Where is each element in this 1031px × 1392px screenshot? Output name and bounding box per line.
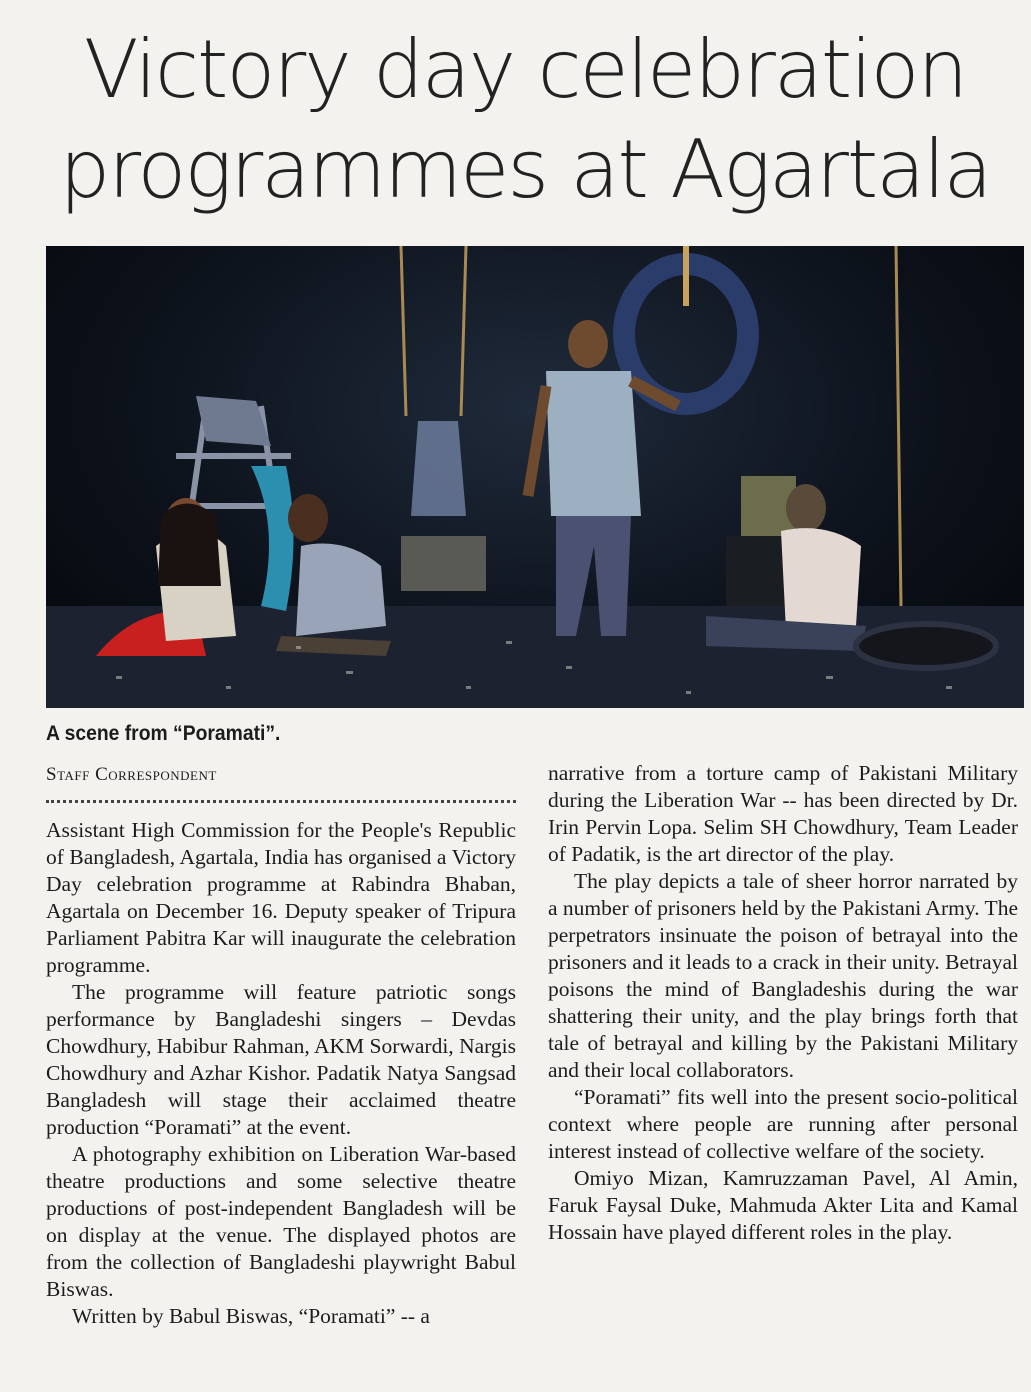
headline-line-1: Victory day celebration bbox=[83, 23, 967, 116]
article-column-right bbox=[548, 760, 1018, 1246]
article-paragraph: Written by Babul Biswas, “Poramati” -- a bbox=[72, 1304, 430, 1328]
actor-standing bbox=[528, 320, 678, 636]
headline bbox=[40, 20, 1010, 220]
article-paragraph: Omiyo Mizan, Kamruzzaman Pavel, Al Amin, Faruk Faysal Duke, Mahmuda Akter Lita and Kamal Hossain have played different roles in the play. bbox=[548, 1166, 1018, 1244]
byline: Staff Correspondent bbox=[46, 764, 217, 785]
article-paragraph: narrative from a torture camp of Pakistani Military during the Liberation War -- has been directed by Dr. Irin Pervin Lopa. Selim SH Chowdhury, Team Leader of Padatik, is the art director of the play. bbox=[548, 761, 1018, 866]
cloth-on-ladder bbox=[196, 396, 271, 446]
hanging-cloth bbox=[411, 421, 466, 516]
article-paragraph: “Poramati” fits well into the present socio-political context where people are running after personal interest instead of collective welfare of the society. bbox=[548, 1085, 1018, 1163]
article-column-left bbox=[46, 760, 516, 1330]
barrel bbox=[726, 536, 786, 606]
theatre-scene-illustration bbox=[46, 246, 1024, 708]
photo-caption: A scene from “Poramati”. bbox=[46, 722, 281, 745]
article-paragraph: Assistant High Commission for the People's Republic of Bangladesh, Agartala, India has organised a Victory Day celebration programme at Rabindra Bhaban, Agartala on December 16. Deputy speaker of Tripura Parliament Pabitra Kar will inaugurate the celebration programme. bbox=[46, 818, 516, 977]
blue-drape bbox=[251, 466, 294, 611]
article-paragraph: A photography exhibition on Liberation War-based theatre productions and some selective theatre productions of post-independent Bangladesh will be on display at the venue. The displayed photos are from the collection of Bangladeshi playwright Babul Biswas. bbox=[46, 1142, 516, 1301]
wooden-crate bbox=[401, 536, 486, 591]
theatre-scene-photo bbox=[46, 246, 1024, 708]
article-paragraph: The programme will feature patriotic songs performance by Bangladeshi singers – Devdas Chowdhury, Habibur Rahman, AKM Sorwardi, Nargis Chowdhury and Azhar Kishor. Padatik Natya Sangsad Bangladesh will stage their acclaimed theatre production “Poramati” at the event. bbox=[46, 980, 516, 1139]
article-paragraph: The play depicts a tale of sheer horror narrated by a number of prisoners held by the Pakistani Army. The perpetrators insinuate the poison of betrayal into the prisoners and it leads to a crack in their unity. Betrayal poisons the mind of Bangladeshis during the war shattering their unity, and the play brings forth that tale of betrayal and killing by the Pakistani Military and their local collaborators. bbox=[548, 869, 1018, 1082]
headline-line-2: programmes at Agartala bbox=[59, 123, 991, 216]
byline-divider bbox=[46, 792, 516, 803]
